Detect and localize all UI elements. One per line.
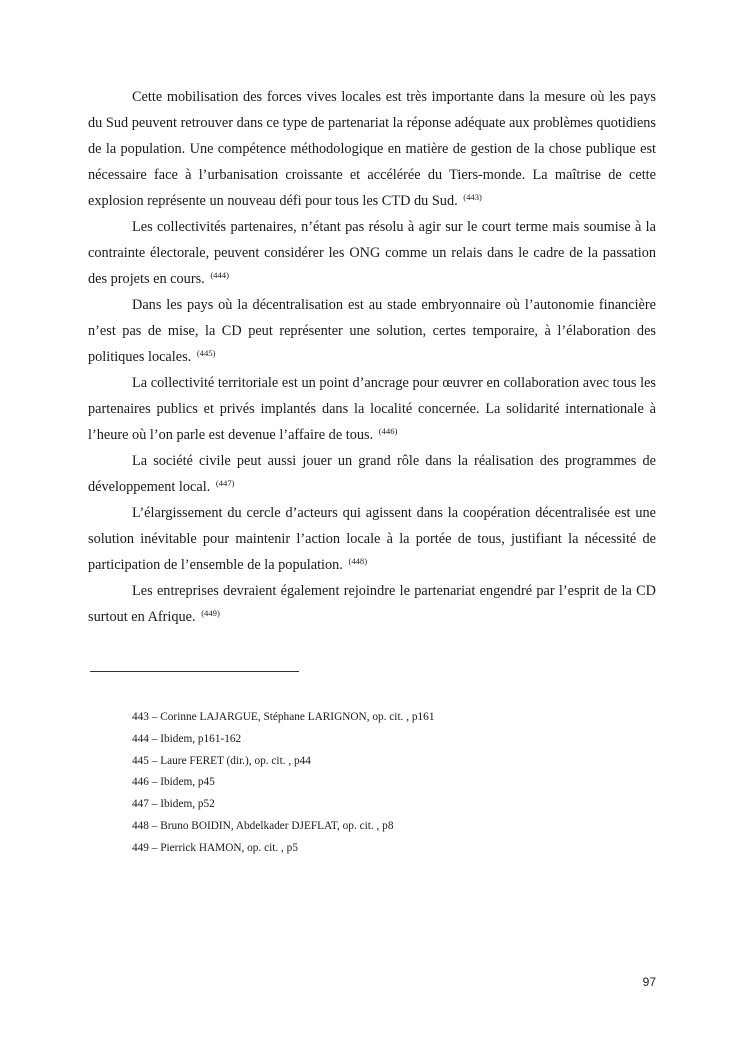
paragraph (88, 578, 656, 630)
footnote-ref: (447) (215, 478, 235, 488)
footnote-item: 445 – Laure FERET (dir.), op. cit. , p44 (132, 754, 311, 767)
paragraph-text: Les entreprises devraient également rejoindre le partenariat engendré par l’esprit de la CD surtout en Afrique. (88, 583, 656, 625)
paragraph-text: La collectivité territoriale est un point d’ancrage pour œuvrer en collaboration avec tous les partenaires publics et privés implantés dans la localité concernée. La solidarité internationale à l’heure où l’on parle est devenue l’affaire de tous. (88, 375, 656, 443)
paragraph-text: Dans les pays où la décentralisation est au stade embryonnaire où l’autonomie financière n’est pas de mise, la CD peut représenter une solution, certes temporaire, à l’élaboration des politiques locales. (88, 297, 656, 365)
paragraph-text: Les collectivités partenaires, n’étant pas résolu à agir sur le court terme mais soumise à la contrainte électorale, peuvent considérer les ONG comme un relais dans le cadre de la passation des projets en cours. (88, 219, 656, 287)
footnote-item: 443 – Corinne LAJARGUE, Stéphane LARIGNON, op. cit. , p161 (132, 711, 435, 723)
footnote-ref: (449) (201, 608, 220, 618)
page-number: 97 (642, 975, 656, 989)
paragraph (88, 370, 656, 448)
footnote-ref: (444) (210, 270, 229, 280)
footnote-ref: (448) (348, 556, 368, 566)
footnote-ref: (446) (378, 426, 398, 436)
paragraph-text: La société civile peut aussi jouer un grand rôle dans la réalisation des programmes de développement local. (88, 453, 656, 495)
footnote-item: 448 – Bruno BOIDIN, Abdelkader DJEFLAT, op. cit. , p8 (132, 819, 394, 832)
footnotes-list (132, 707, 652, 860)
paragraph (88, 84, 656, 214)
paragraph (88, 448, 656, 500)
paragraph (88, 214, 656, 292)
footnote-ref: (445) (196, 348, 216, 358)
paragraph (88, 292, 656, 370)
paragraph (88, 500, 656, 578)
footnote-item: 449 – Pierrick HAMON, op. cit. , p5 (132, 841, 298, 854)
paragraph-text: Cette mobilisation des forces vives locales est très importante dans la mesure où les pays du Sud peuvent retrouver dans ce type de partenariat la réponse adéquate aux problèmes quotidiens de la population. Une compétence méthodologique en matière de gestion de la chose publique est nécessaire face à l’urbanisation croissante et accélérée du Tiers-monde. La maîtrise de cette explosion représente un nouveau défi pour tous les CTD du Sud. (88, 89, 656, 209)
paragraph-text: L’élargissement du cercle d’acteurs qui agissent dans la coopération décentralisée est une solution inévitable pour maintenir l’action locale à la portée de tous, justifiant la nécessité de participation de l’ensemble de la population. (88, 505, 656, 573)
footnote-ref: (443) (463, 192, 482, 202)
footnote-divider (90, 671, 299, 672)
footnote-item: 444 – Ibidem, p161-162 (132, 732, 242, 745)
footnote-item: 446 – Ibidem, p45 (132, 776, 215, 789)
footnote-item: 447 – Ibidem, p52 (132, 798, 215, 811)
body-text (88, 84, 656, 630)
